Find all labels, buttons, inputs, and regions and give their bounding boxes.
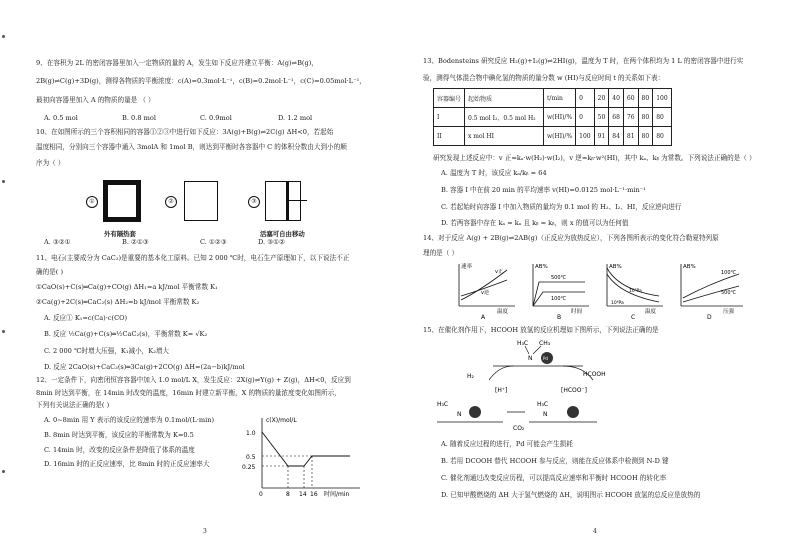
- graph-c-xlabel: 温度: [645, 309, 657, 315]
- graph-c-curve-label: 10⁵Pa: [629, 289, 642, 294]
- table-cell: w(HI)/%: [544, 127, 576, 146]
- graph-a-letter: A: [481, 314, 486, 320]
- q14-graph-a: [451, 260, 521, 320]
- q10-stem-line: 序为（ ）: [36, 159, 65, 167]
- xtick-14: 14: [299, 491, 307, 498]
- q11-reaction-2: ②Ca(g)+2C(s)═CaC₂(s) ΔH₂=b kJ/mol 平衡常数 K₂: [36, 298, 200, 306]
- label-h3c: H₃C: [537, 401, 549, 408]
- xtick-8: 8: [286, 491, 290, 498]
- table-cell: x mol HI: [465, 127, 544, 146]
- graph-b-letter: B: [557, 314, 562, 320]
- table-cell: 100: [576, 127, 594, 146]
- graph-c-curve-label: 10⁶Pa: [611, 301, 624, 306]
- q9-stem-line: 9、在容积为 2L 的密闭容器里加入一定物质的量的 A，发生如下反应并建立平衡：A(g)⇌B(g)，: [36, 59, 318, 67]
- binding-mark: [2, 330, 5, 333]
- q10-option-d: D. ③①②: [258, 238, 285, 246]
- table-cell: 0.5 mol I₂、0.5 mol H₂: [465, 108, 544, 127]
- label-h3c: H₃C: [437, 401, 449, 408]
- q14-graph-d: [673, 260, 749, 320]
- label-n-top: N: [528, 355, 533, 362]
- label-n-right: N: [543, 411, 548, 418]
- label-hcoo-minus: [HCOO⁻]: [561, 387, 587, 394]
- table-cell: w(HI)/%: [544, 108, 576, 127]
- q12-option-d: D. 16min 时的正反应速率，比 8min 时的正反应速率大: [44, 460, 210, 468]
- label-co2: CO₂: [513, 425, 525, 432]
- q15-option-c: C. 催化剂通过改变反应历程，可以提高反应速率和平衡时 HCOOH 的转化率: [441, 474, 667, 482]
- binding-mark: [2, 180, 5, 183]
- graph-c-ylabel: AB%: [609, 264, 622, 270]
- table-header-row: [434, 89, 672, 108]
- page-number-right: 4: [593, 528, 597, 535]
- table-cell: 40: [609, 89, 624, 108]
- q10-option-c: C. ①②③: [200, 238, 227, 246]
- table-cell: t/min: [544, 89, 576, 108]
- q14-graph-b: [525, 260, 595, 320]
- x-concentration-curve: [262, 432, 350, 466]
- graph-b-ylabel: AB%: [535, 264, 548, 270]
- q13-stem-line: 验，测得气体混合物中碘化氢的物质的量分数 w (HI)与反应时间 t 的关系如下表：: [423, 74, 665, 82]
- q12-stem-line: 12、一定条件下，向密闭恒容容器中加入 1.0 mol/L X，发生反应：2X(g)⇌Y(g) + Z(g)，ΔH<0，反应到: [36, 376, 351, 384]
- q9-option-a: A. 0.5 mol: [44, 114, 78, 122]
- piston-rod: [289, 200, 307, 201]
- q12-option-b: B. 8min 时达到平衡，该反应的平衡常数为 K=0.5: [44, 431, 194, 439]
- q13-option-a: A. 温度为 T 时，该反应 kₐ/kᵦ = 64: [441, 169, 547, 177]
- xtick-0: 0: [259, 491, 263, 498]
- graph-d-xlabel: 压强: [723, 309, 735, 315]
- table-cell: 80: [638, 127, 653, 146]
- q15-mechanism-diagram: [433, 336, 633, 432]
- graph-d-curve-label: 100℃: [721, 270, 737, 276]
- q12-stem-line: 下列有关说法正确的是( ): [36, 401, 110, 409]
- q10-option-a: A. ③②①: [44, 238, 71, 246]
- graph-a-curve-label: v正: [495, 269, 503, 275]
- label-ch3: CH₃: [539, 340, 551, 347]
- q12-option-c: C. 14min 时，改变的反应条件是降低了体系的温度: [44, 446, 195, 454]
- table-cell: 容器编号: [434, 89, 465, 108]
- q12-concentration-chart: [240, 410, 370, 502]
- label-h3c: H₃C: [517, 340, 529, 347]
- q15-option-d: D. 已知甲酸燃烧的 ΔH 大于氢气燃烧的 ΔH，说明图示 HCOOH 放氢的总反应是放热的: [441, 491, 701, 499]
- vessel-3-caption: 活塞可自由移动: [260, 230, 305, 238]
- q11-option-b: B. 反应 ½Ca(g)+C(s)═½CaC₂(s)，平衡常数 K= √K₂: [44, 330, 208, 338]
- q14-stem-line: 理的是（ ）: [423, 249, 459, 257]
- ytick-0.25: 0.25: [242, 464, 256, 471]
- graph-b-curve-label: 500℃: [551, 275, 567, 281]
- q13-option-d: D. 若两容器中存在 kₐ = kₐ 且 kᵦ = kᵦ，则 x 的值可以为任何值: [441, 219, 629, 227]
- table-cell: 76: [623, 108, 638, 127]
- table-cell: 60: [623, 89, 638, 108]
- q10-stem-line: 10、在如图所示的三个容积相同的容器①②③中进行如下反应：3A(g)+B(g)⇌2C(g) ΔH<0，若起始: [36, 128, 334, 136]
- table-cell: 80: [638, 89, 653, 108]
- table-cell: 0: [576, 108, 594, 127]
- vessel-2-plain: [184, 181, 218, 221]
- q12-xlabel: 时间/min: [324, 491, 350, 498]
- q15-option-a: A. 随着反应过程的进行，Pd 可能会产生损耗: [441, 440, 573, 448]
- binding-mark: [2, 35, 5, 38]
- table-cell: 20: [594, 89, 609, 108]
- ytick-0.5: 0.5: [246, 454, 256, 461]
- piston: [286, 182, 289, 220]
- ytick-1.0: 1.0: [246, 430, 256, 437]
- table-cell: 80: [653, 108, 671, 127]
- graph-a-xlabel: 温度: [497, 309, 509, 315]
- q9-stem-line: 最初向容器里加入 A 的物质的量是 （ ）: [36, 96, 155, 104]
- label-hcooh: HCOOH: [583, 371, 606, 378]
- graph-d-ylabel: AB%: [683, 264, 696, 270]
- q9-option-d: D. 1.2 mol: [278, 114, 313, 122]
- q9-option-b: B. 0.8 mol: [122, 114, 156, 122]
- xtick-16: 16: [310, 491, 318, 498]
- table-row: [434, 127, 672, 146]
- pd-cluster-left: [469, 406, 481, 418]
- vessel-3-number: ③: [248, 196, 260, 208]
- graph-d-letter: D: [707, 314, 712, 320]
- table-cell: 起始物质: [465, 89, 544, 108]
- q11-option-c: C. 2 000 ℃时增大压强，K₁减小，K₂增大: [44, 347, 170, 355]
- graph-c-letter: C: [631, 314, 636, 320]
- graph-a-curve-label: v逆: [481, 290, 489, 296]
- q11-reaction-1: ①CaO(s)+C(s)═Ca(g)+CO(g) ΔH₁=a kJ/mol 平衡常数 K₁: [36, 283, 218, 291]
- q12-option-a: A. 0~8min 用 Y 表示的该反应的速率为 0.1mol/(L·min): [44, 416, 215, 424]
- q10-stem-line: 温度相同，分别向三个容器中通入 3molA 和 1mol B，则达到平衡时各容器中 C 的体积分数由大到小的顺: [36, 143, 347, 151]
- table-cell: 50: [594, 108, 609, 127]
- q13-option-c: C. 若起始时向容器 I 中加入物质的量均为 0.1 mol 的 H₂、I₂、HI，反应逆向进行: [441, 203, 682, 211]
- graph-a-ylabel: 速率: [461, 264, 473, 270]
- label-h-plus: [H⁺]: [495, 387, 508, 394]
- pd-cluster-right: [567, 406, 579, 418]
- q9-option-c: C. 0.9mol: [200, 114, 232, 122]
- vessel-1-insulated: [103, 180, 141, 222]
- table-cell: 80: [653, 127, 671, 146]
- table-cell: I: [434, 108, 465, 127]
- q11-option-d: D. 反应 2CaO(s)+CaC₂(s)═3Ca(g)+2CO(g) ΔH=(2a−b)kJ/mol: [44, 363, 245, 371]
- binding-mark: [2, 470, 5, 473]
- right-page: [397, 0, 794, 560]
- table-cell: 0: [576, 89, 594, 108]
- table-cell: 100: [653, 89, 671, 108]
- label-pd: Pd: [543, 356, 548, 361]
- q11-stem-line: 11、电石(主要成分为 CaC₂)是重要的基本化工原料。已知 2 000 ℃时，电石生产原理如下，以下说法不正: [36, 254, 350, 262]
- q13-rate-law: 研究发现上述反应中：v 正=kₐ·w(H₂)·w(I₂)，v 逆=kᵦ·w²(HI)，其中 kₐ、kᵦ 为常数。下列说法正确的是（ ）: [433, 154, 756, 162]
- q14-graph-c: [599, 260, 669, 320]
- table-cell: II: [434, 127, 465, 146]
- table-cell: 68: [609, 108, 624, 127]
- q9-stem-line: 2B(g)⇌C(g)+3D(g)，测得各物质的平衡浓度：c(A)=0.3mol·L⁻¹，c(B)=0.2mol·L⁻¹，c(C)=0.05mol·L⁻¹，: [36, 77, 366, 85]
- q11-stem-line: 确的是( ): [36, 268, 64, 276]
- label-h2: H₂: [467, 373, 474, 380]
- table-cell: 81: [623, 127, 638, 146]
- label-n-left: N: [457, 411, 462, 418]
- q15-stem-line: 15、在催化剂作用下，HCOOH 放氢的反应机理如下图所示，下列说法正确的是: [423, 326, 659, 334]
- curve-500: [533, 282, 585, 306]
- vessel-1-number: ①: [86, 196, 98, 208]
- q11-option-a: A. 反应① K₁=c(Ca)·c(CO): [44, 314, 128, 322]
- graph-b-curve-label: 100℃: [551, 296, 567, 302]
- vessel-3-piston: [265, 181, 301, 221]
- page-number-left: 3: [203, 528, 207, 535]
- arrow: [489, 366, 513, 380]
- q13-stem-line: 13、Bodensteins 研究反应 H₂(g)+I₂(g)⇌2HI(g)，温度为 T 时，在两个体积均为 1 L 的密闭容器中进行实: [423, 57, 744, 65]
- q12-ylabel: c(X)/mol/L: [266, 417, 297, 424]
- table-cell: 84: [609, 127, 624, 146]
- table-cell: 80: [638, 108, 653, 127]
- table-row: [434, 108, 672, 127]
- q14-stem-line: 14、对于反应 A(g) + 2B(g)⇌2AB(g)（正反应为放热反应），下列各图所表示的变化符合勒夏特列原: [423, 234, 719, 242]
- vessel-2-number: ②: [165, 196, 177, 208]
- q12-stem-line: 8min 时达到平衡，在 14min 时改变的温度，16min 时建立新平衡，X 的物质的量浓度变化如图所示，: [36, 389, 341, 397]
- q13-table: [433, 88, 672, 146]
- graph-d-curve-label: 500℃: [721, 290, 737, 296]
- vessel-1-caption: 外有隔热套: [104, 230, 136, 238]
- graph-b-xlabel: 时间: [571, 309, 583, 315]
- table-cell: 91: [594, 127, 609, 146]
- q13-option-b: B. 容器 I 中在前 20 min 的平均速率 v(HI)=0.0125 mol·L⁻¹·min⁻¹: [441, 186, 646, 194]
- q15-option-b: B. 若用 DCOOH 替代 HCOOH 参与反应，则能在反应体系中检测到 N-D 键: [441, 457, 669, 465]
- q10-option-b: B. ②①③: [122, 238, 149, 246]
